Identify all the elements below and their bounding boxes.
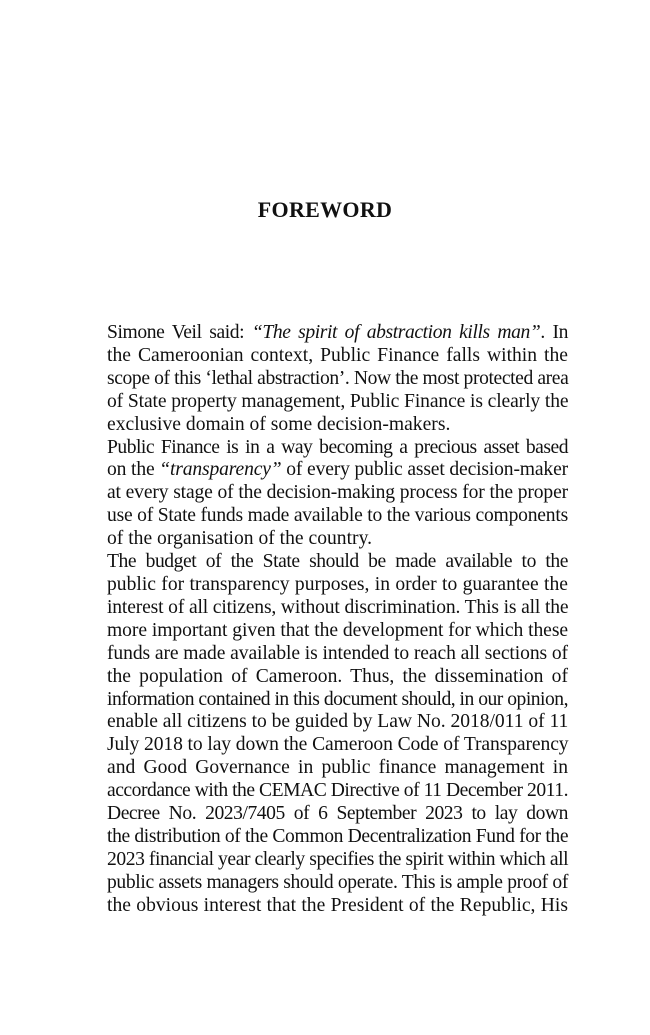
paragraph-line: the distribution of the Common Decentralization Fund for the (107, 825, 569, 847)
paragraph-line: public assets managers should operate. This is ample proof of (107, 871, 568, 893)
paragraph-line: the population of Cameroon. Thus, the dissemination of (107, 665, 568, 687)
paragraph-line: on the “transparency” of every public asset decision-maker (107, 459, 568, 481)
paragraph-line: Public Finance is in a way becoming a precious asset based (107, 436, 568, 458)
paragraph-line: scope of this ‘lethal abstraction’. Now the most protected area (107, 367, 569, 389)
paragraph-line: at every stage of the decision-making process for the proper (107, 482, 568, 504)
paragraph-line: information contained in this document should, in our opinion, (107, 688, 568, 710)
paragraph-line: of the organisation of the country. (107, 528, 372, 550)
paragraph-line: interest of all citizens, without discrimination. This is all the (107, 596, 569, 618)
paragraph-line: accordance with the CEMAC Directive of 11 December 2011. (107, 780, 568, 802)
paragraph-line: The budget of the State should be made available to the (107, 551, 568, 573)
paragraph-2 (83, 437, 568, 552)
paragraph-1 (83, 322, 568, 437)
quote-italic: “The spirit of abstraction kills man” (251, 322, 541, 343)
paragraph-3 (83, 551, 568, 803)
paragraph-line: Simone Veil said: “The spirit of abstraction kills man”. In (107, 322, 568, 343)
paragraph-line: July 2018 to lay down the Cameroon Code of Transparency (107, 734, 569, 756)
page-title: FOREWORD (257, 197, 393, 222)
paragraph-line: the obvious interest that the President of the Republic, His (107, 894, 568, 916)
paragraph-4 (83, 803, 568, 918)
paragraph-line: and Good Governance in public finance management in (107, 757, 568, 779)
paragraph-line: funds are made available is intended to reach all sections of (107, 642, 568, 664)
paragraph-line: 2023 financial year clearly specifies the spirit within which all (107, 848, 569, 870)
transparency-italic: “transparency” (159, 459, 282, 481)
paragraph-line: public for transparency purposes, in order to guarantee the (107, 573, 568, 595)
foreword-body (83, 322, 568, 918)
paragraph-line: use of State funds made available to the various components (107, 505, 568, 527)
paragraph-line: of State property management, Public Finance is clearly the (107, 390, 569, 412)
paragraph-line: exclusive domain of some decision-makers. (107, 413, 451, 435)
paragraph-line: the Cameroonian context, Public Finance falls within the (107, 344, 568, 366)
paragraph-line: more important given that the development for which these (107, 619, 568, 641)
paragraph-line: Decree No. 2023/7405 of 6 September 2023 to lay down (107, 803, 568, 825)
paragraph-line: enable all citizens to be guided by Law No. 2018/011 of 11 (107, 711, 569, 733)
